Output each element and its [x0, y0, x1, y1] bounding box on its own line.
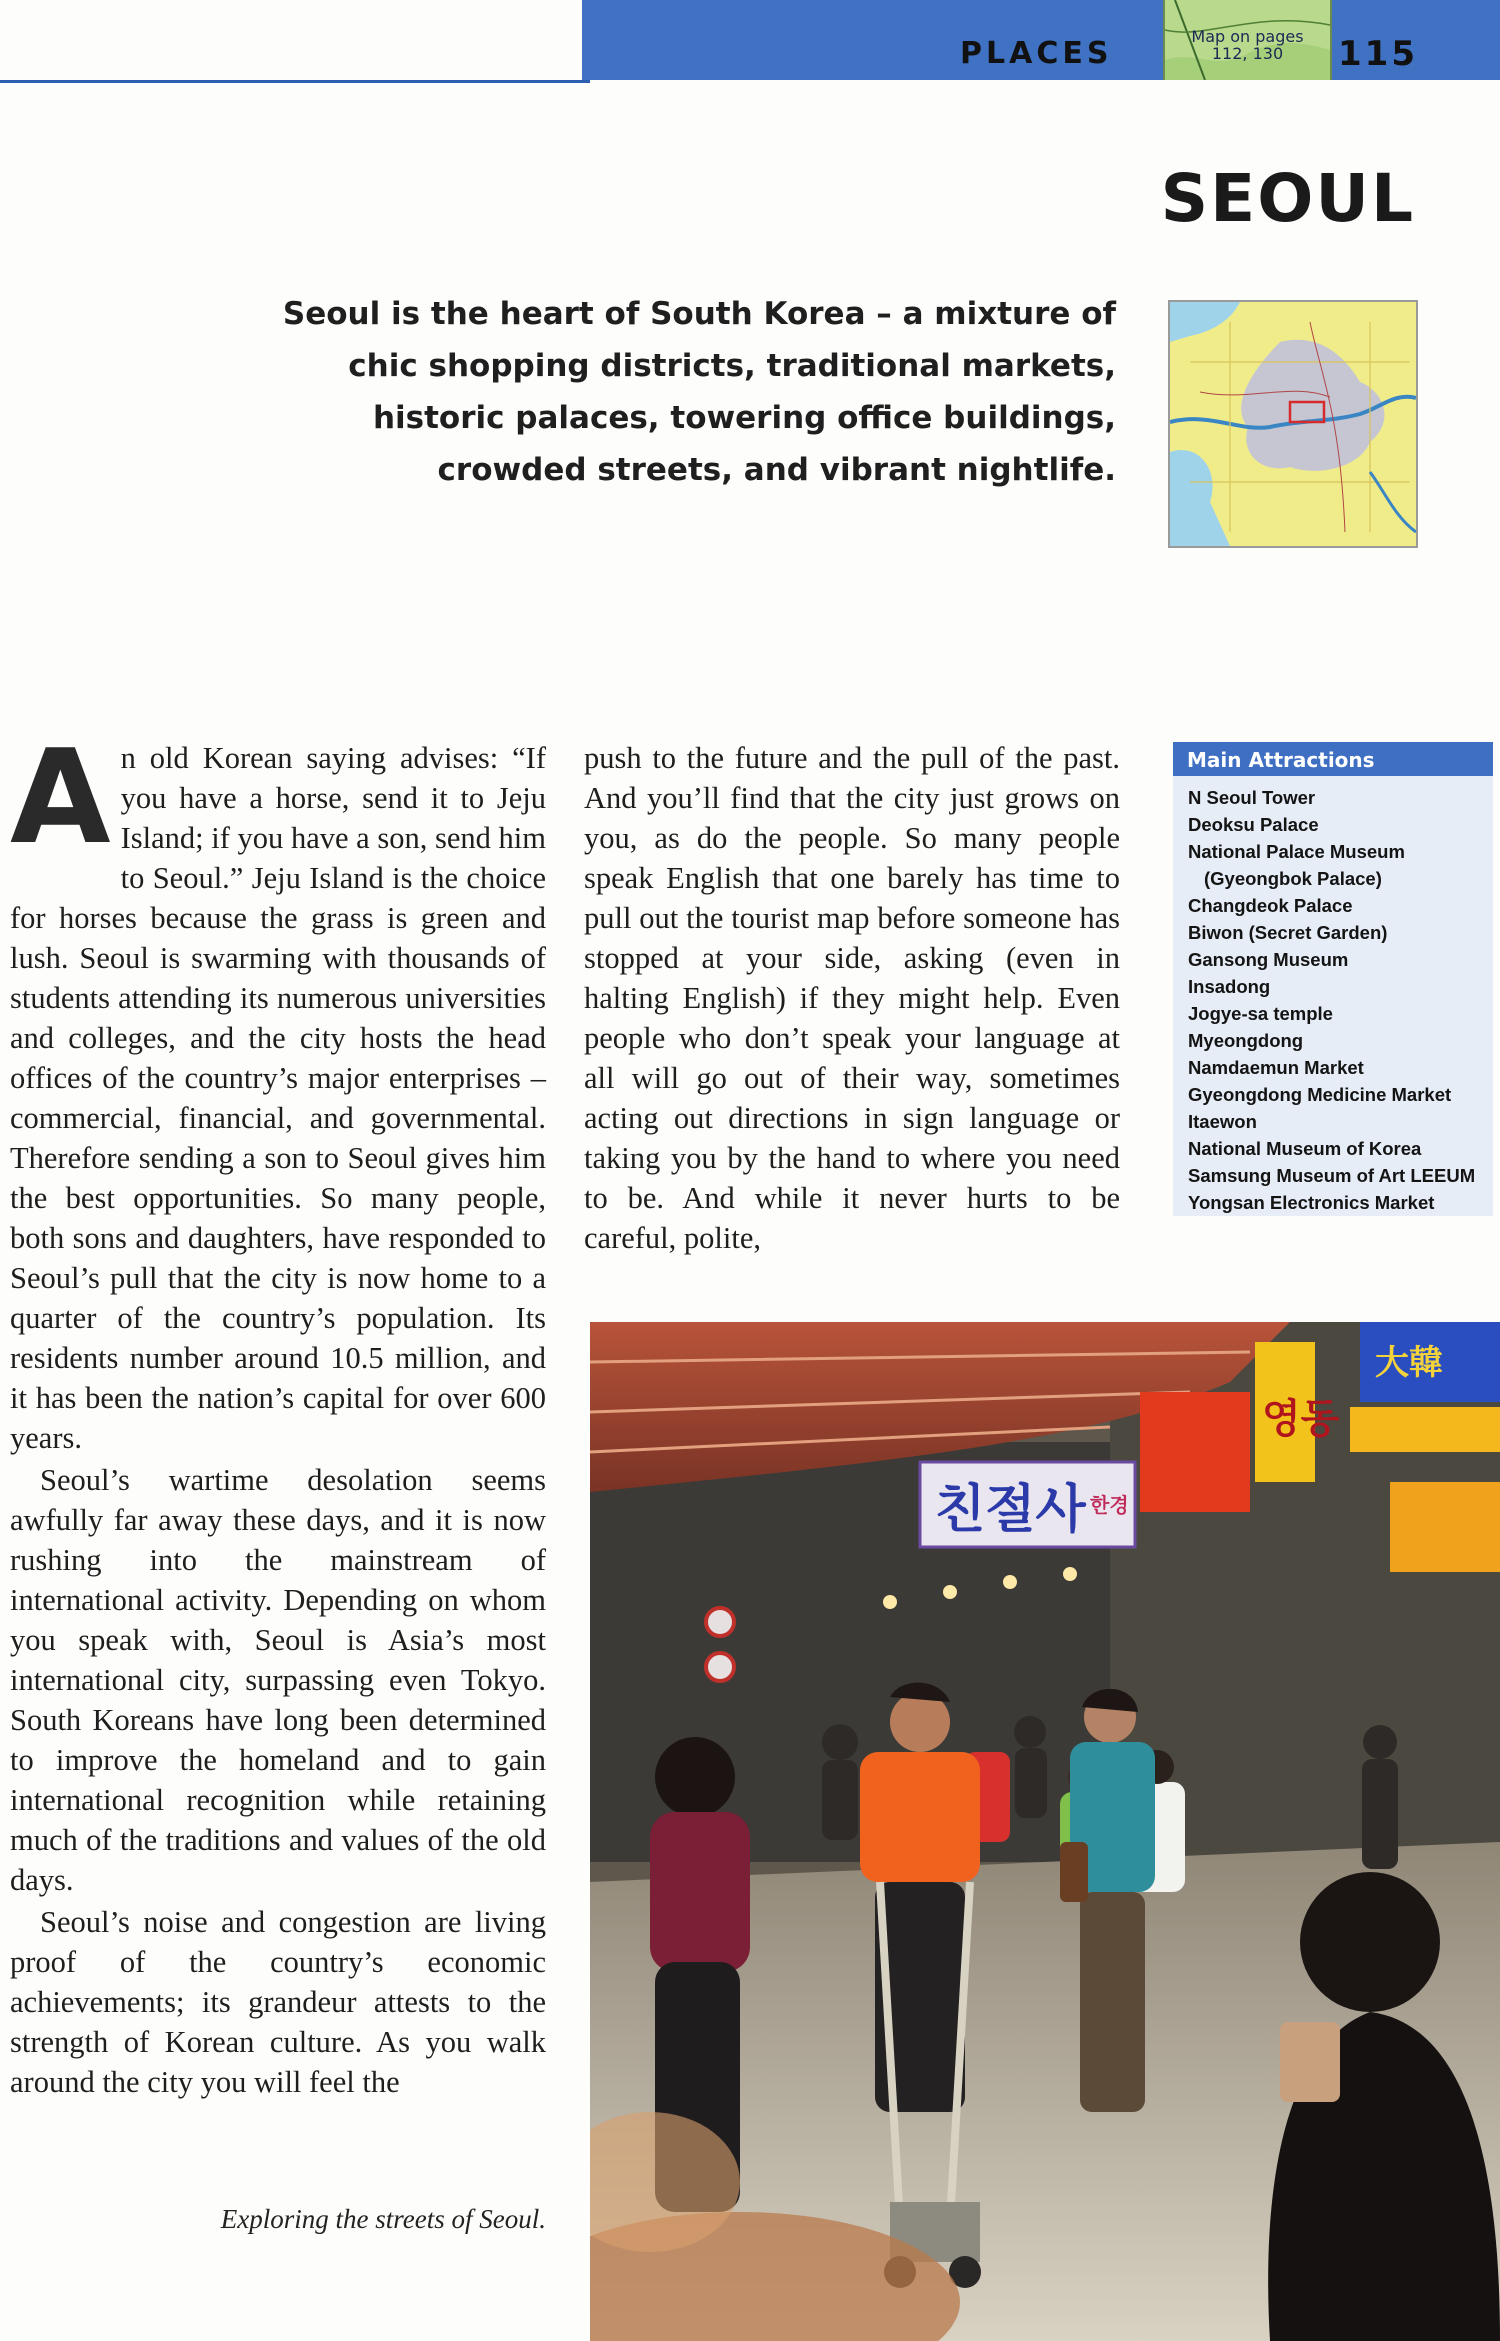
intro-line: crowded streets, and vibrant nightlife. [437, 452, 1116, 488]
section-label: PLACES [960, 36, 1113, 71]
main-attractions-box [1173, 742, 1493, 1216]
attraction-item: National Museum of Korea [1188, 1138, 1422, 1159]
paragraph-text: n old Korean saying advises: “If you have a horse, send it to Jeju Island; if you have a son, send him to Seoul.” Jeju Island is the choice for horses because the grass is green and lush. Seoul is swarming with thousands of students attending its numerous universities and colleges, and the city hosts the head offices of the country’s major enterprises – commercial, financial, and governmental. Therefore sending a son to Seoul gives him the best opportunities. So many people, both sons and daughters, have responded to Seoul’s pull that the city is now home to a quarter of the country’s population. Its residents number around 10.5 million, and it has been the nation’s capital for over 600 years. [10, 741, 546, 1455]
locator-map [1168, 300, 1418, 548]
page-number: 115 [1338, 34, 1418, 74]
map-ref-line1: Map on pages [1191, 27, 1304, 46]
attraction-item: Insadong [1188, 976, 1271, 997]
attraction-item: Yongsan Electronics Market [1188, 1192, 1435, 1213]
intro-paragraph [230, 288, 1116, 496]
attraction-item: Namdaemun Market [1188, 1057, 1364, 1078]
map-reference-badge[interactable] [1163, 0, 1332, 80]
attraction-item: Gyeongdong Medicine Market [1188, 1084, 1452, 1105]
attraction-item: Itaewon [1188, 1111, 1257, 1132]
attraction-item: Deoksu Palace [1188, 814, 1319, 835]
intro-line: chic shopping districts, traditional markets, [348, 348, 1116, 384]
attraction-item: Gansong Museum [1188, 949, 1349, 970]
market-street-photo [590, 1322, 1500, 2341]
intro-line: historic palaces, towering office buildings, [372, 400, 1116, 436]
map-ref-line2: 112, 130 [1211, 44, 1284, 63]
attraction-item: Biwon (Secret Garden) [1188, 922, 1388, 943]
body-paragraph: Seoul’s noise and congestion are living proof of the country’s economic achievements; its grandeur attests to the strength of Korean culture. As you walk around the city you will feel the [10, 1905, 546, 2099]
seoul-locator-map-icon [1170, 302, 1416, 546]
attraction-item: Samsung Museum of Art LEEUM [1188, 1165, 1476, 1186]
attraction-item: Jogye-sa temple [1188, 1003, 1333, 1024]
drop-cap: A [10, 721, 111, 873]
attraction-item: Changdeok Palace [1188, 895, 1353, 916]
shop-sign-text: 친절사 [935, 1480, 1086, 1540]
body-paragraph: push to the future and the pull of the past. And you’ll find that the city just grows on you, as do the people. So many people speak English that one barely has time to pull out the tourist map before someone has stopped at your side, asking (even in halting English) if they might help. Even people who don’t speak your language at all will go out of their way, sometimes acting out directions in sign language or taking you by the hand to where you need to be. And while it never hurts to be careful, polite, [584, 741, 1120, 1255]
attraction-item: Myeongdong [1188, 1030, 1304, 1051]
body-paragraph: Seoul’s wartime desolation seems awfully far away these days, and it is now rushing into the mainstream of international activity. Depending on whom you speak with, Seoul is Asia’s most international city, surpassing even Tokyo. South Koreans have long been determined to improve the homeland and to gain international recognition while retaining much of the traditions and values of the old days. [10, 1463, 546, 1897]
body-column-1 [10, 721, 546, 2102]
attraction-item: National Palace Museum [1188, 841, 1405, 862]
body-column-2 [584, 738, 1120, 1258]
main-attractions-title: Main Attractions [1173, 742, 1493, 776]
page-title: SEOUL [1160, 160, 1415, 237]
attraction-item: (Gyeongbok Palace) [1204, 868, 1382, 889]
intro-line: Seoul is the heart of South Korea – a mixture of [282, 296, 1116, 332]
attractions-list [1173, 784, 1493, 1216]
shop-sign-top: 大韓 [1375, 1343, 1443, 1383]
market-scene-illustration [590, 1322, 1500, 2341]
photo-caption: Exploring the streets of Seoul. [220, 2204, 546, 2234]
header-rule [0, 80, 590, 103]
shop-sign-side: 영동 [1262, 1396, 1340, 1442]
attraction-item: N Seoul Tower [1188, 787, 1316, 808]
shop-sign-small: 한경 [1090, 1493, 1129, 1517]
body-paragraph [10, 721, 546, 1458]
